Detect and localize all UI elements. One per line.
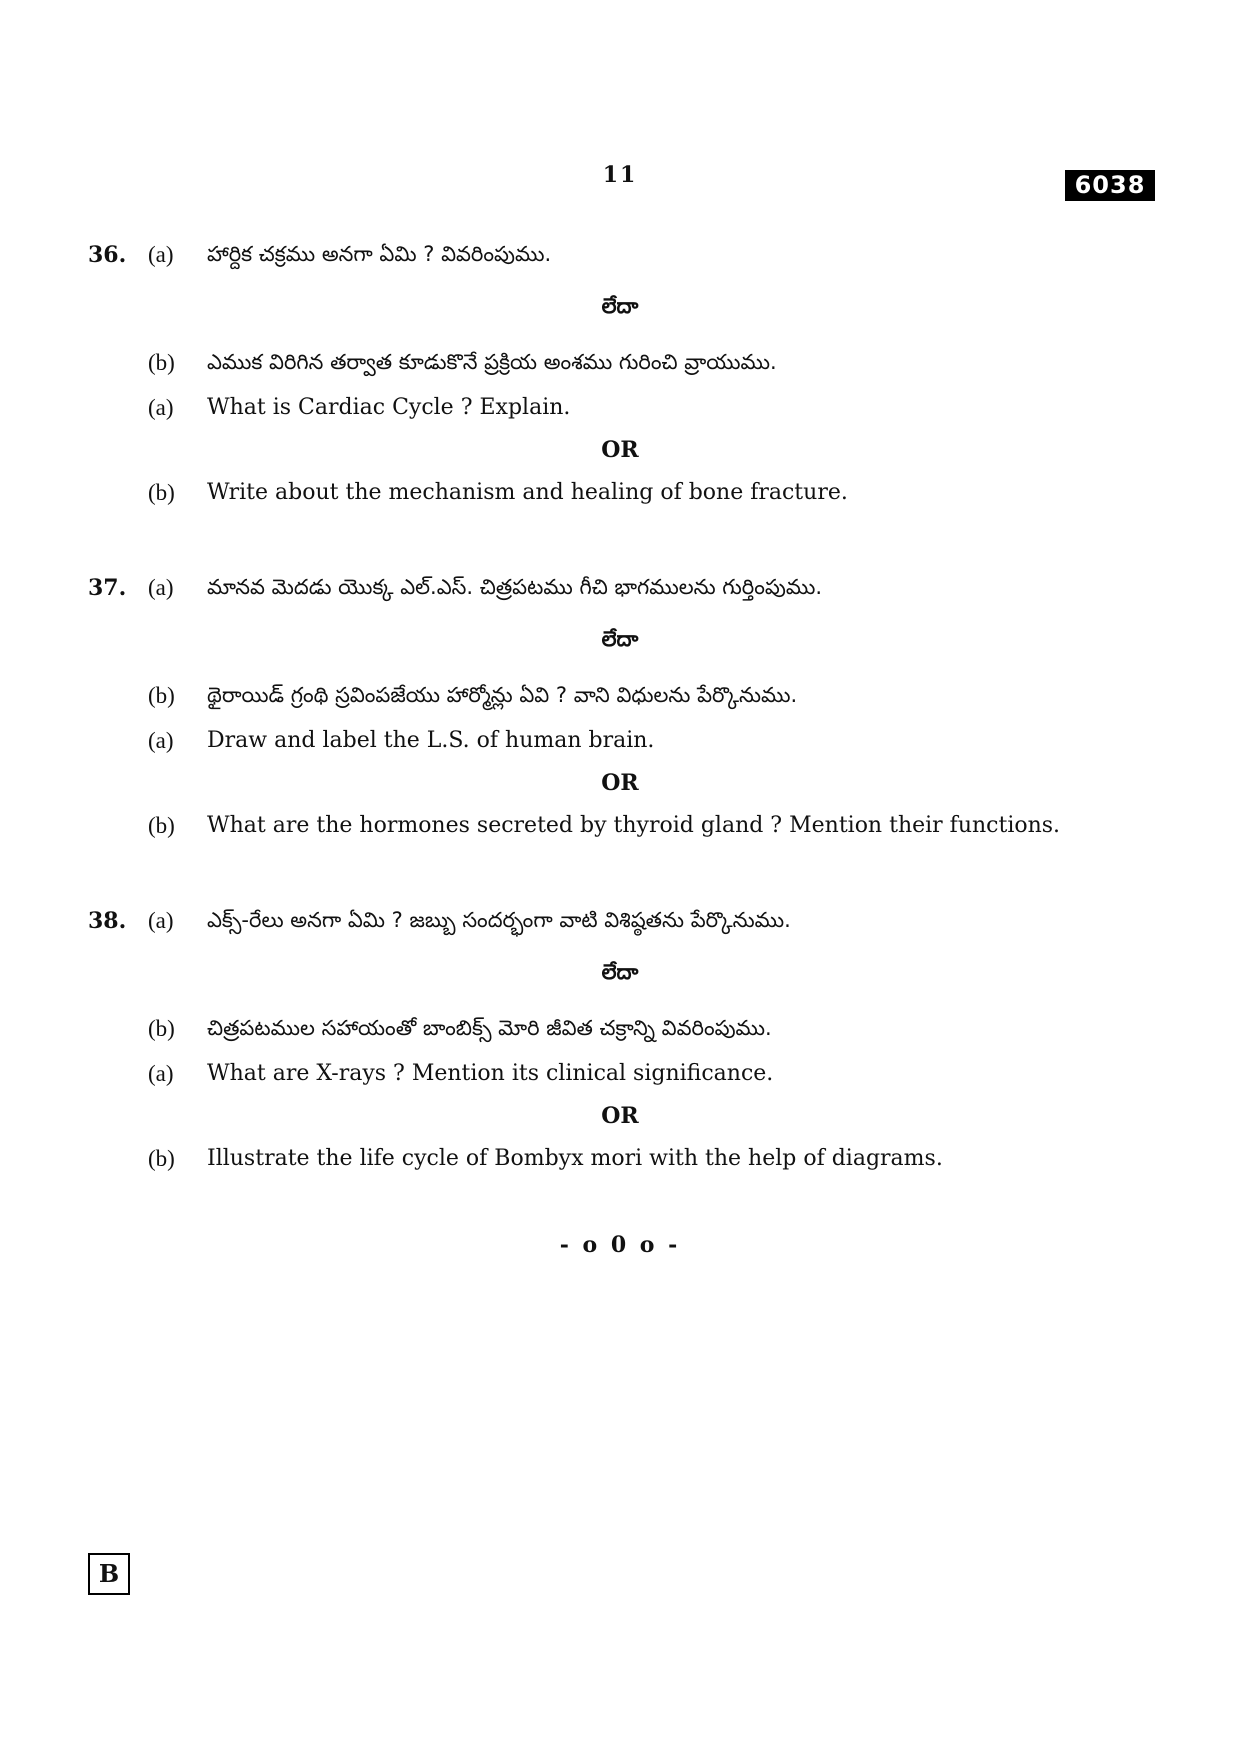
option-a-label: (a) [148,395,174,420]
q36-b-english-text: Write about the mechanism and healing of bone fracture. [207,480,848,505]
end-of-paper-mark: - o 0 o - [559,1232,681,1258]
option-b-label: (b) [148,813,175,838]
q37-a-english-text: Draw and label the L.S. of human brain. [207,728,655,753]
set-code-box: B [88,1553,130,1595]
q38-a-english-text: What are X-rays ? Mention its clinical significance. [207,1061,774,1086]
q36-b-telugu-text: ఎముక విరిగిన తర్వాత కూడుకొనే ప్రక్రియ అంశము గురించి వ్రాయుము. [207,350,777,374]
q38-b-telugu-text: చిత్రపటముల సహాయంతో బాంబిక్స్ మోరి జీవిత చక్రాన్ని వివరింపుము. [207,1016,772,1040]
q37-a-english-line [0,724,1240,764]
option-a-label: (a) [148,1061,174,1086]
option-b-label: (b) [148,480,175,505]
q38-b-english-text: Illustrate the life cycle of Bombyx mori with the help of diagrams. [207,1146,943,1171]
q36-a-telugu-line [0,238,1240,278]
option-b-label: (b) [148,1016,175,1041]
q38-b-english-line [0,1142,1240,1182]
q38-a-telugu-line [0,904,1240,944]
q38-a-english-line [0,1057,1240,1097]
option-b-label: (b) [148,1146,175,1171]
or-english-label: OR [601,770,639,796]
q36-b-english-line [0,476,1240,516]
option-a-label: (a) [148,575,174,600]
option-a-label: (a) [148,728,174,753]
q37-a-telugu-text: మానవ మెదడు యొక్క ఎల్.ఎస్. చిత్రపటము గీచి భాగములను గుర్తింపుము. [207,575,823,599]
question-number: 37. [88,575,127,601]
q38-a-telugu-text: ఎక్స్-రేలు అనగా ఏమి ? జబ్బు సందర్భంగా వాటి విశిష్ఠతను పేర్కొనుము. [207,908,791,932]
option-a-label: (a) [148,242,174,267]
or-telugu-label: లేదా [601,627,639,651]
q37-b-english-text: What are the hormones secreted by thyroid gland ? Mention their functions. [207,813,1061,838]
q36-b-telugu-line [0,346,1240,386]
q37-b-english-line [0,809,1240,849]
q36-a-telugu-text: హార్దిక చక్రము అనగా ఏమి ? వివరింపుము. [207,242,552,266]
q37-b-telugu-text: థైరాయిడ్ గ్రంథి స్రవింపజేయు హార్మోన్లు ఏవి ? వాని విధులను పేర్కొనుము. [207,683,798,707]
option-a-label: (a) [148,908,174,933]
question-number: 36. [88,242,127,268]
option-b-label: (b) [148,683,175,708]
or-english-label: OR [601,437,639,463]
q38-b-telugu-line [0,1012,1240,1052]
option-b-label: (b) [148,350,175,375]
q37-a-telugu-line [0,571,1240,611]
question-number: 38. [88,908,127,934]
q37-b-telugu-line [0,679,1240,719]
or-english-label: OR [601,1103,639,1129]
q36-a-english-text: What is Cardiac Cycle ? Explain. [207,395,571,420]
page-number: 11 [602,162,638,188]
q36-a-english-line [0,391,1240,431]
or-telugu-label: లేదా [601,960,639,984]
paper-code-badge: 6038 [1065,170,1155,201]
or-telugu-label: లేదా [601,294,639,318]
